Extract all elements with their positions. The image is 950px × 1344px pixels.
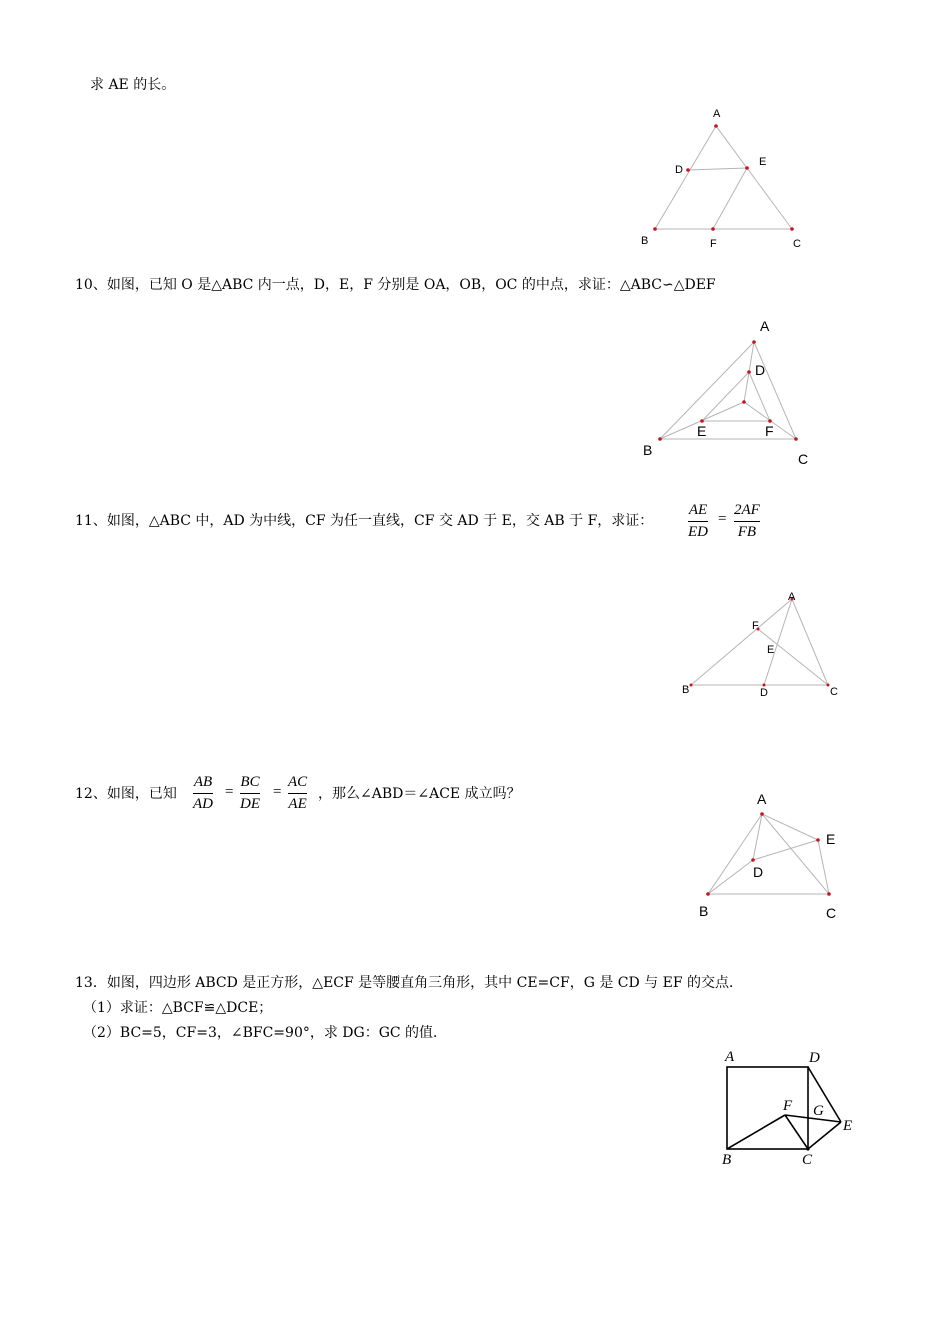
- fig11-label-b: B: [682, 684, 690, 696]
- q12-f2-numerator: BC: [240, 774, 260, 790]
- q12-equals-2: =: [273, 784, 282, 800]
- fig9-label-e: E: [759, 156, 767, 168]
- fig9-label-b: B: [641, 235, 649, 247]
- fig10-label-d: D: [755, 362, 766, 378]
- figure-q12: [690, 785, 850, 930]
- q12-f1-numerator: AB: [193, 774, 213, 790]
- q12-equals-1: =: [225, 784, 234, 800]
- q11-equals: =: [718, 511, 727, 527]
- fig12-label-a: A: [757, 791, 767, 807]
- figure-q10: [630, 315, 820, 475]
- q12-f3-numerator: AC: [288, 774, 308, 790]
- q11-fraction-ae-ed: [688, 501, 708, 542]
- fig13-label-f: F: [783, 1098, 793, 1114]
- q12-fraction-ac-ae: [288, 773, 307, 814]
- fig11-label-c: C: [830, 686, 838, 698]
- fig12-label-e: E: [826, 831, 836, 847]
- fig13-label-b: B: [722, 1152, 732, 1168]
- fig12-label-d: D: [753, 864, 764, 880]
- fig9-label-d: D: [675, 164, 683, 176]
- q11-text: 11、如图，△ABC 中，AD 为中线，CF 为任一直线，CF 交 AD 于 E，交 AB 于 F，求证：: [75, 513, 654, 529]
- fig13-label-a: A: [725, 1049, 735, 1065]
- fig13-label-e: E: [843, 1118, 853, 1134]
- q11-frac2-numerator: 2AF: [734, 502, 760, 518]
- fig10-label-a: A: [760, 318, 770, 334]
- fig11-label-e: E: [767, 644, 775, 656]
- fig11-label-a: A: [788, 591, 796, 603]
- figure-q13: [715, 1045, 865, 1170]
- q12-fraction-bc-de: [240, 773, 260, 814]
- q11-fraction-2af-fb: [734, 501, 760, 542]
- q12-suffix: ，那么∠ABD＝∠ACE 成立吗？: [318, 786, 521, 802]
- q12-fraction-ab-ad: [193, 773, 213, 814]
- figure-q9: [630, 100, 820, 260]
- fig12-label-c: C: [826, 905, 837, 921]
- fig10-label-c: C: [798, 451, 809, 467]
- fig13-label-g: G: [813, 1103, 824, 1119]
- q13-part1: （1）求证：△BCF≌△DCE；: [83, 1000, 273, 1016]
- figure-q11: [675, 585, 855, 710]
- fig10-label-e: E: [697, 423, 707, 439]
- q12-f3-denominator: AE: [288, 796, 307, 812]
- q12-f1-denominator: AD: [193, 796, 213, 812]
- q9-tail-text: 求 AE 的长。: [90, 77, 176, 93]
- q13-part2: （2）BC=5，CF=3，∠BFC=90°，求 DG：GC 的值．: [83, 1025, 448, 1041]
- q11-frac2-denominator: FB: [737, 524, 757, 540]
- fig10-label-f: F: [765, 423, 774, 439]
- q11-frac1-denominator: ED: [688, 524, 708, 540]
- fig9-label-c: C: [793, 238, 801, 250]
- fig9-label-a: A: [713, 108, 721, 120]
- q13-text: 13．如图，四边形 ABCD 是正方形，△ECF 是等腰直角三角形，其中 CE=CF，G 是 CD 与 EF 的交点．: [75, 975, 744, 991]
- fig13-label-c: C: [802, 1152, 813, 1168]
- q12-f2-denominator: DE: [240, 796, 260, 812]
- fig12-label-b: B: [699, 903, 709, 919]
- q11-frac1-numerator: AE: [688, 502, 708, 518]
- fig11-label-d: D: [760, 687, 768, 699]
- fig11-label-f: F: [752, 620, 759, 632]
- fig9-label-f: F: [710, 238, 717, 250]
- fig13-label-d: D: [809, 1050, 820, 1066]
- fig10-label-b: B: [643, 442, 653, 458]
- q10-text: 10、如图，已知 O 是△ABC 内一点，D，E，F 分别是 OA，OB，OC 的中点，求证：△ABC∽△DEF: [75, 277, 716, 293]
- q12-prefix: 12、如图，已知: [75, 786, 177, 802]
